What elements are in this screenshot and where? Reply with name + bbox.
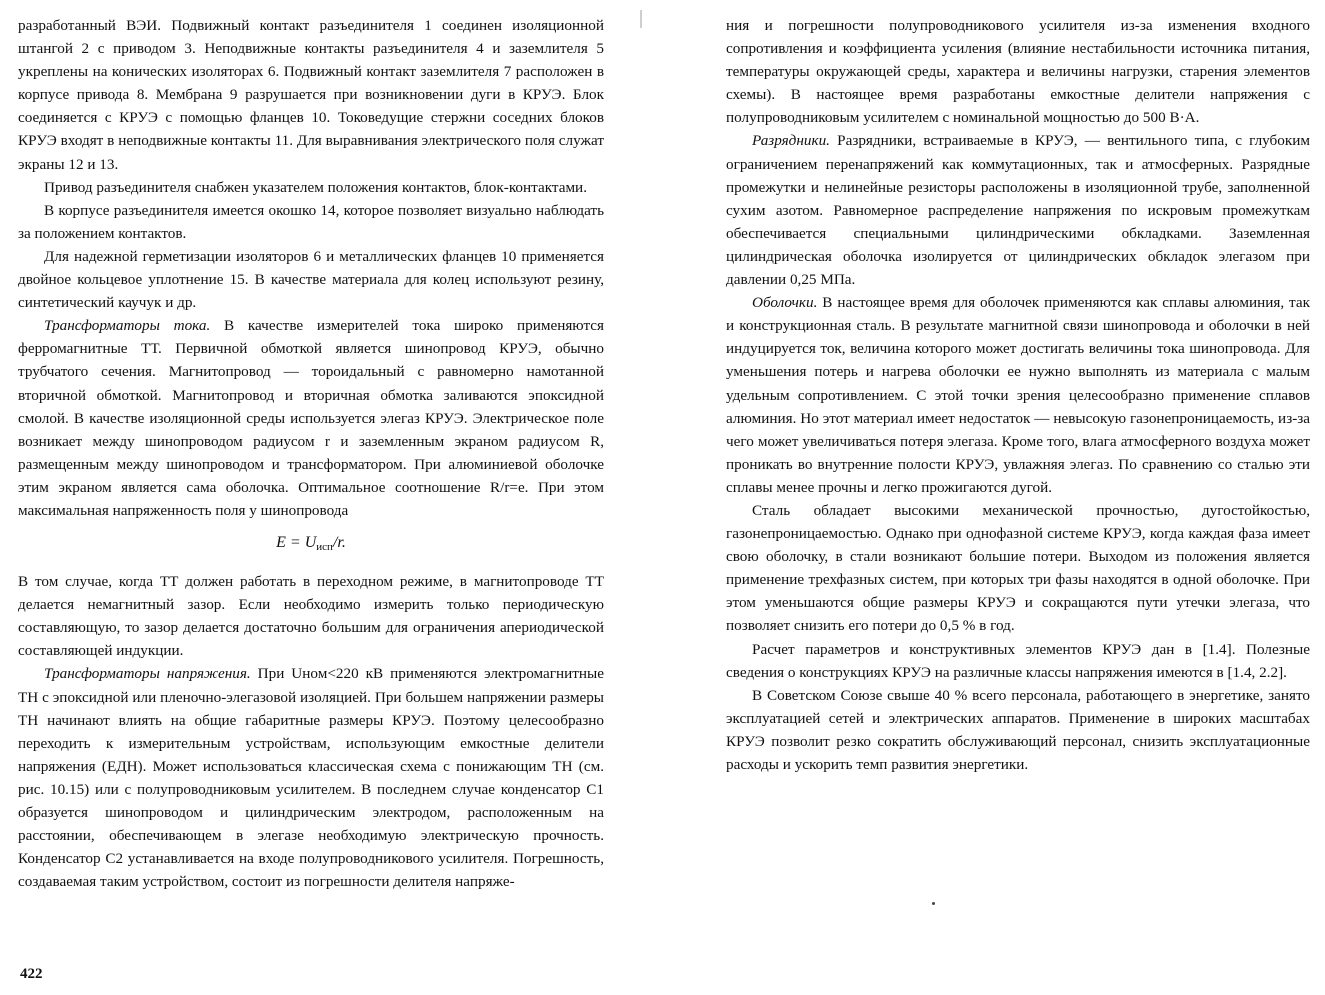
paragraph: Привод разъединителя снабжен указателем положения контактов, блок-контактами. xyxy=(44,178,587,196)
section-heading: Трансформаторы напряжения. xyxy=(44,665,251,683)
paragraph: Для надежной герметизации изоляторов 6 и металлических фланцев 10 применяется двойное кольцевое уплотнение 15. В качестве материала для колец используют резину, синтетический каучук и др. xyxy=(18,247,604,312)
paragraph-current-transformers: Трансформаторы тока. В качестве измерителей тока широко применяются ферромагнитные ТТ. Первичной обмоткой является шинопровод КРУЭ, обычно трубчатого сечения. Магнитопровод — тороидальный с равномерно намотанной вторичной обмоткой. Магнитопровод и вторичная обмотка заливаются эпоксидной смолой. В качестве изоляционной среды используется элегаз КРУЭ. Электрическое поле возникает между шинопроводом радиусом r и заземленным экраном радиусом R, размещенным между шинопроводом и трансформатором. При алюминиевой оболочке этим экраном является сама оболочка. Оптимальное соотношение R/r=e. При этом максимальная напряженность поля у шинопровода xyxy=(18,317,604,519)
section-heading: Оболочки. xyxy=(752,294,818,312)
paragraph: В том случае, когда ТТ должен работать в переходном режиме, в магнитопроводе ТТ делается немагнитный зазор. Если необходимо измерить только периодическую составляющую, то зазор делается достаточно большим для ограничения апериодической составляющей индукции. xyxy=(18,573,604,660)
paragraph: В Советском Союзе свыше 40 % всего персонала, работающего в энергетике, занято эксплуатацией сетей и электрических аппаратов. Применение в широких масштабах КРУЭ позволит резко сократить обслуживающий персонал, снизить эксплуатационные расходы и ускорить темп развития энергетики. xyxy=(726,686,1310,773)
paragraph: ния и погрешности полупроводникового усилителя из-за изменения входного сопротивления и коэффициента усиления (влияние нестабильности источника питания, температуры окружающей среды, характера и величины нагрузки, старения элементов схемы). В настоящее время разработаны емкостные делители напряжения с полупроводниковым усилителем с номинальной мощностью до 500 В·А. xyxy=(726,17,1310,127)
paragraph: Расчет параметров и конструктивных элементов КРУЭ дан в [1.4]. Полезные сведения о конструкциях КРУЭ на различные классы напряжения имеются в [1.4, 2.2]. xyxy=(726,640,1310,681)
left-page xyxy=(0,0,662,995)
page-number: 422 xyxy=(20,966,43,982)
paragraph: Сталь обладает высокими механической прочностью, дугостойкостью, газонепроницаемостью. Однако при однофазной системе КРУЭ, когда каждая фаза имеет свою оболочку, в стали возникают большие потери. Выходом из положения является применение трехфазных систем, при которых три фазы находятся в одной оболочке. При этом уменьшаются общие размеры КРУЭ и сокращаются пути утечки элегаза, что позволяет снизить его потери до 0,5 % в год. xyxy=(726,501,1310,635)
paragraph-voltage-transformers: Трансформаторы напряжения. При Uном<220 кВ применяются электромагнитные ТН с эпоксидной или пленочно-элегазовой изоляцией. При большем напряжении размеры ТН начинают влиять на общие габаритные размеры КРУЭ. Поэтому целесообразно переходить к измерительным устройствам, использующим емкостные делители напряжения (ЕДН). Может использоваться классическая схема с понижающим ТН (см. рис. 10.15) или с полупроводниковым усилителем. В последнем случае конденсатор C1 образуется шинопроводом и цилиндрическим электродом, расположенным на расстоянии, обеспечивающем в элегазе необходимую электрическую прочность. Конденсатор C2 устанавливается на входе полупроводникового усилителя. Погрешность, создаваемая таким устройством, состоит из погрешности делителя напряже- xyxy=(18,665,604,891)
paragraph: В корпусе разъединителя имеется окошко 14, которое позволяет визуально наблюдать за положением контактов. xyxy=(18,201,604,242)
section-heading: Трансформаторы тока. xyxy=(44,317,211,335)
paragraph-enclosures: Оболочки. В настоящее время для оболочек применяются как сплавы алюминия, так и конструкционная сталь. В результате магнитной связи шинопровода и оболочки в ней индуцируется ток, величина которого может достигать величины тока шинопровода. Для уменьшения потерь и нагрева оболочки ее нужно выполнять из материала с малым удельным сопротивлением. С этой точки зрения целесообразно применение сплавов алюминия. Но этот материал имеет недостаток — невысокую газонепроницаемость, из-за чего может увеличиваться потеря элегаза. Кроме того, влага атмосферного воздуха может проникать во внутренние полости КРУЭ, увлажняя элегаз. По сравнению со сталью эти сплавы менее прочны и легко прожигаются дугой. xyxy=(726,294,1310,496)
section-heading: Разрядники. xyxy=(752,132,830,150)
paragraph: разработанный ВЭИ. Подвижный контакт разъединителя 1 соединен изоляционной штангой 2 с приводом 3. Неподвижные контакты разъединителя 4 и заземлителя 5 укреплены на конических изоляторах 6. Подвижный контакт заземлителя 7 расположен в корпусе привода 8. Мембрана 9 разрушается при возникновении дуги в КРУЭ. Блок соединяется с КРУЭ с помощью фланцев 10. Токоведущие стержни соседних блоков КРУЭ входят в неподвижные контакты 11. Для выравнивания электрического поля служат экраны 12 и 13. xyxy=(18,17,604,173)
paragraph-arresters: Разрядники. Разрядники, встраиваемые в КРУЭ, — вентильного типа, с глубоким ограничением перенапряжений как коммутационных, так и атмосферных. Разрядные промежутки и нелинейные резисторы расположены в изоляционной трубе, заполненной сухим азотом. Равномерное распределение напряжения по искровым промежуткам обеспечивается специальными цилиндрическими обкладками. Заземленная цилиндрическая оболочка изолируется от цилиндрических обкладок элегазом при давлении 0,25 МПа. xyxy=(726,132,1310,289)
left-text-column xyxy=(18,14,604,893)
page-gutter xyxy=(640,10,642,28)
right-page xyxy=(662,0,1325,995)
right-text-column xyxy=(726,14,1310,776)
scan-speck xyxy=(932,902,935,905)
formula: $E = U_{исп}/r$. xyxy=(276,534,346,554)
